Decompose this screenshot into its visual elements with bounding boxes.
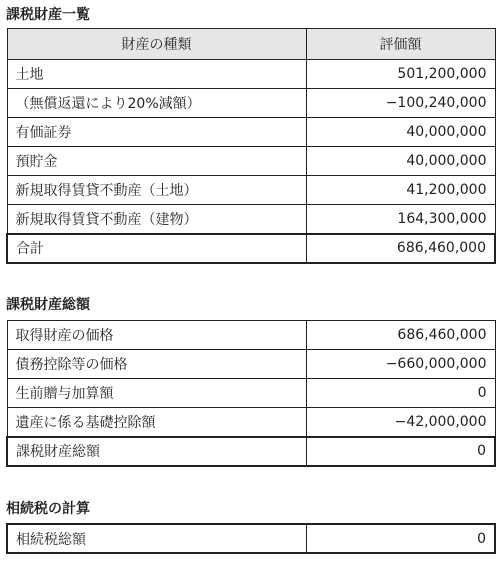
table-row <box>7 408 495 437</box>
row-label: （無償返還により20%減額） <box>7 89 306 118</box>
row-label: 預貯金 <box>7 147 306 176</box>
row-value: 164,300,000 <box>306 205 495 234</box>
section-title-taxable-assets-list: 課税財産一覧 <box>6 7 90 23</box>
total-label: 合計 <box>7 234 306 263</box>
inheritance-tax-table <box>6 523 496 554</box>
total-row <box>7 524 495 553</box>
total-label: 課税財産総額 <box>7 437 306 466</box>
table-row <box>7 89 495 118</box>
total-value: 0 <box>306 437 495 466</box>
row-label: 遺産に係る基礎控除額 <box>7 408 306 437</box>
row-label: 債務控除等の価格 <box>7 350 306 379</box>
row-label: 生前贈与加算額 <box>7 379 306 408</box>
total-taxable-assets-table <box>6 320 496 467</box>
column-header-valuation: 評価額 <box>306 29 495 60</box>
row-value: 40,000,000 <box>306 147 495 176</box>
table-row <box>7 147 495 176</box>
total-row <box>7 437 495 466</box>
row-value: 686,460,000 <box>306 321 495 350</box>
row-label: 有価証券 <box>7 118 306 147</box>
row-label: 新規取得賃貸不動産（建物） <box>7 205 306 234</box>
row-value: 501,200,000 <box>306 60 495 89</box>
total-label: 相続税総額 <box>7 524 306 553</box>
table-row <box>7 118 495 147</box>
row-label: 取得財産の価格 <box>7 321 306 350</box>
table-row <box>7 205 495 234</box>
row-value: −42,000,000 <box>306 408 495 437</box>
table-row <box>7 321 495 350</box>
section-title-total-taxable-assets: 課税財産総額 <box>6 297 90 313</box>
table-row <box>7 350 495 379</box>
table-row <box>7 60 495 89</box>
total-row <box>7 234 495 263</box>
section-title-inheritance-tax-calc: 相続税の計算 <box>6 501 90 517</box>
row-value: 40,000,000 <box>306 118 495 147</box>
table-row <box>7 176 495 205</box>
total-value: 686,460,000 <box>306 234 495 263</box>
row-value: −100,240,000 <box>306 89 495 118</box>
taxable-assets-table <box>6 28 496 264</box>
row-value: 0 <box>306 379 495 408</box>
row-label: 新規取得賃貸不動産（土地） <box>7 176 306 205</box>
row-label: 土地 <box>7 60 306 89</box>
row-value: 41,200,000 <box>306 176 495 205</box>
column-header-asset-type: 財産の種類 <box>7 29 306 60</box>
table-row <box>7 379 495 408</box>
table-header-row <box>7 29 495 60</box>
row-value: −660,000,000 <box>306 350 495 379</box>
total-value: 0 <box>306 524 495 553</box>
